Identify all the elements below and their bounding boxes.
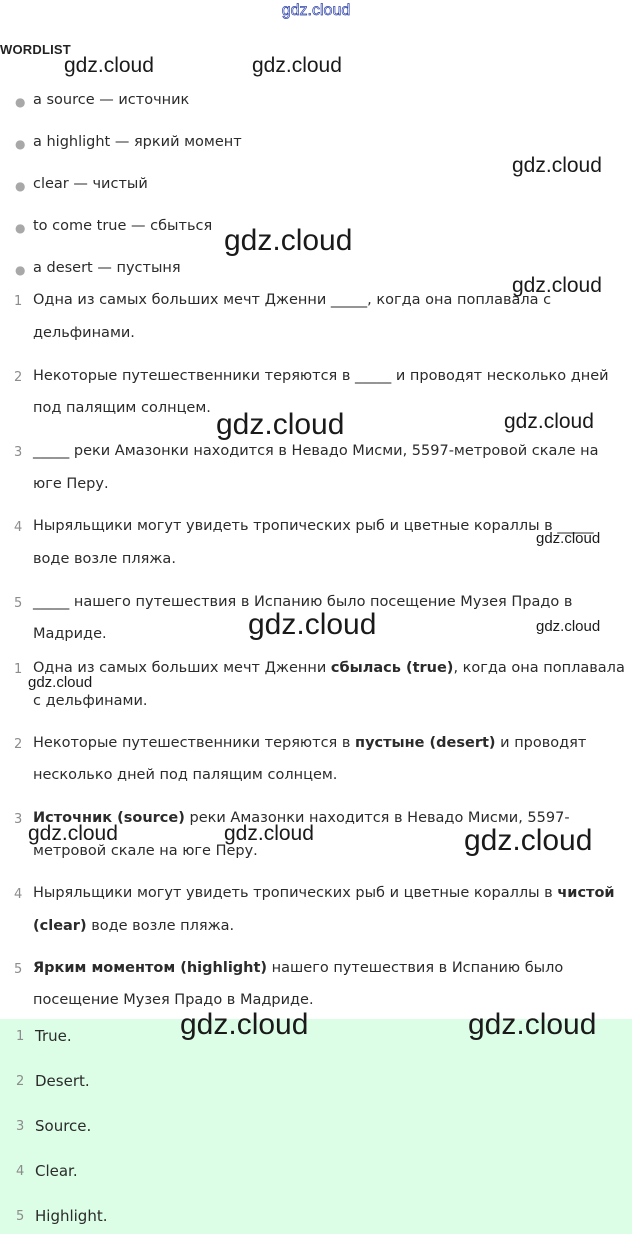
- answer-number: 1: [16, 1029, 25, 1044]
- filled-number: 1: [14, 662, 23, 677]
- exercise-line: Ныряльщики могут увидеть тропических рыб и цветные кораллы в _____: [33, 518, 594, 534]
- watermark: gdz.cloud: [224, 224, 353, 257]
- watermark: gdz.cloud: [28, 822, 118, 845]
- exercise-line: _____ нашего путешествия в Испанию было посещение Музея Прадо в: [33, 594, 573, 610]
- bullet-icon: ●: [15, 221, 26, 235]
- bullet-icon: ●: [15, 95, 26, 109]
- watermark: gdz.cloud: [28, 674, 93, 691]
- exercise-line: _____ реки Амазонки находится в Невадо Мисми, 5597-метровой скале на: [33, 443, 599, 459]
- watermark: gdz.cloud: [252, 54, 342, 77]
- filled-line: Некоторые путешественники теряются в пустыне (desert) и проводят: [33, 735, 587, 751]
- watermark: gdz.cloud: [64, 54, 154, 77]
- filled-line: посещение Музея Прадо в Мадриде.: [33, 992, 314, 1008]
- filled-line: Ярким моментом (highlight) нашего путешествия в Испанию было: [33, 960, 564, 976]
- answer-number: 5: [16, 1209, 25, 1224]
- answers-panel: [0, 1019, 632, 1234]
- exercise-number: 2: [14, 370, 23, 385]
- bullet-icon: ●: [15, 137, 26, 151]
- filled-line: Одна из самых больших мечт Дженни сбылась (true), когда она поплавала: [33, 660, 625, 676]
- watermark: gdz.cloud: [216, 408, 345, 441]
- bullet-icon: ●: [15, 263, 26, 277]
- wordlist-item: clear — чистый: [33, 176, 148, 192]
- watermark: gdz.cloud: [512, 154, 602, 177]
- exercise-line: Одна из самых больших мечт Дженни _____, когда она поплавала с: [33, 292, 552, 308]
- exercise-number: 3: [14, 445, 23, 460]
- site-mark: gdz.cloud: [281, 2, 351, 19]
- answer-text: True.: [35, 1027, 72, 1045]
- watermark: gdz.cloud: [464, 824, 593, 857]
- watermark: gdz.cloud: [468, 1008, 597, 1041]
- filled-number: 5: [14, 962, 23, 977]
- filled-line: (clear) воде возле пляжа.: [33, 918, 235, 934]
- exercise-line: юге Перу.: [33, 476, 109, 492]
- answer-number: 4: [16, 1164, 25, 1179]
- exercise-line: дельфинами.: [33, 325, 135, 341]
- exercise-line: Мадриде.: [33, 626, 107, 642]
- exercise-number: 4: [14, 520, 23, 535]
- watermark: gdz.cloud: [504, 410, 594, 433]
- wordlist-item: to come true — сбыться: [33, 218, 213, 234]
- exercise-line: воде возле пляжа.: [33, 551, 176, 567]
- watermark: gdz.cloud: [180, 1008, 309, 1041]
- exercise-line: Некоторые путешественники теряются в _____ и проводят несколько дней: [33, 368, 609, 384]
- wordlist-item: a highlight — яркий момент: [33, 134, 242, 150]
- filled-line: метровой скале на юге Перу.: [33, 843, 258, 859]
- wordlist-item: a desert — пустыня: [33, 260, 181, 276]
- watermark: gdz.cloud: [224, 822, 314, 845]
- answer-number: 2: [16, 1074, 25, 1089]
- answer-text: Desert.: [35, 1072, 90, 1090]
- filled-line: Источник (source) реки Амазонки находится в Невадо Мисми, 5597-: [33, 810, 570, 826]
- answer-text: Highlight.: [35, 1207, 108, 1225]
- wordlist-title: WORDLIST: [0, 42, 71, 57]
- filled-line: Ныряльщики могут увидеть тропических рыб и цветные кораллы в чистой: [33, 885, 615, 901]
- filled-line: несколько дней под палящим солнцем.: [33, 767, 338, 783]
- filled-number: 4: [14, 887, 23, 902]
- watermark: gdz.cloud: [248, 608, 377, 641]
- answer-number: 3: [16, 1119, 25, 1134]
- answer-text: Source.: [35, 1117, 92, 1135]
- watermark: gdz.cloud: [536, 530, 601, 547]
- exercise-number: 1: [14, 294, 23, 309]
- wordlist-item: a source — источник: [33, 92, 190, 108]
- watermark: gdz.cloud: [512, 274, 602, 297]
- exercise-number: 5: [14, 596, 23, 611]
- filled-number: 3: [14, 812, 23, 827]
- filled-number: 2: [14, 737, 23, 752]
- filled-line: с дельфинами.: [33, 693, 148, 709]
- bullet-icon: ●: [15, 179, 26, 193]
- answer-text: Clear.: [35, 1162, 78, 1180]
- watermark: gdz.cloud: [536, 618, 601, 635]
- exercise-line: под палящим солнцем.: [33, 400, 211, 416]
